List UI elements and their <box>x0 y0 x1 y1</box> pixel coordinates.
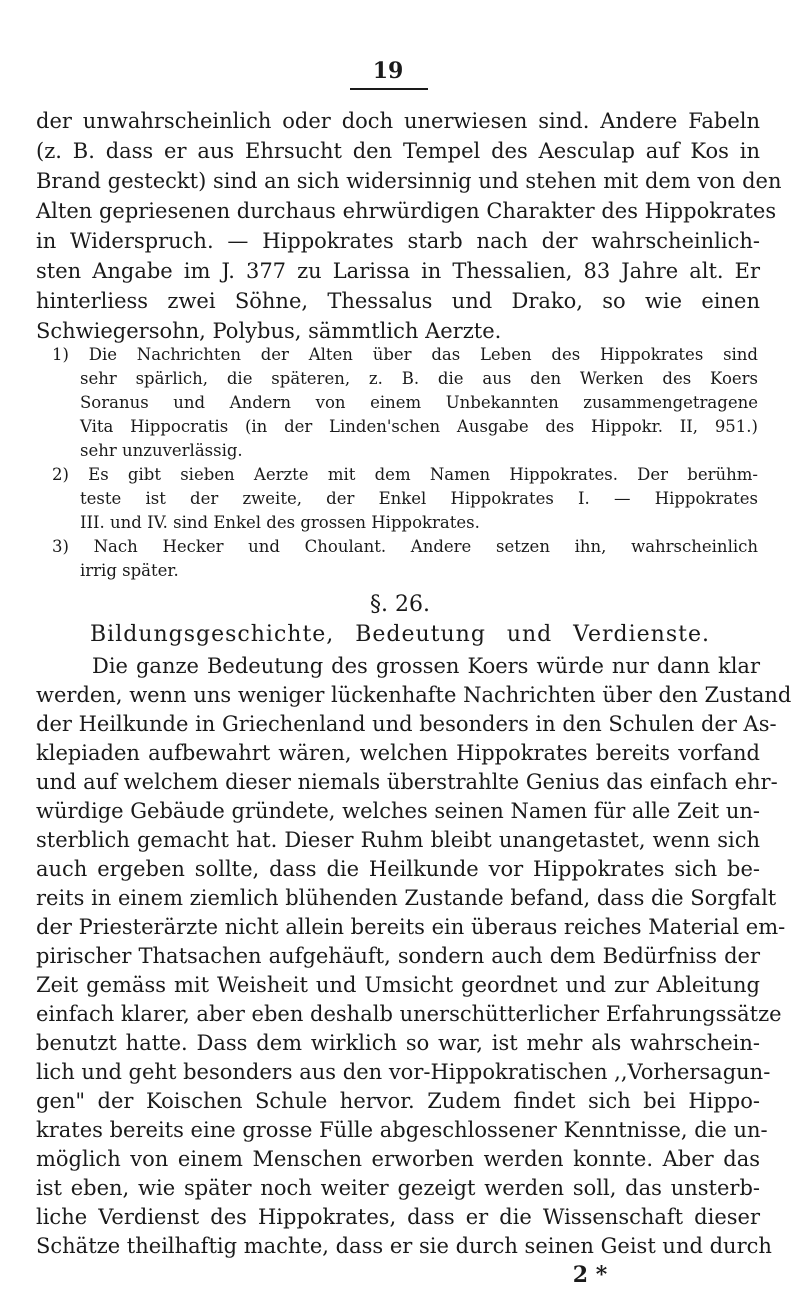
text-line: und auf welchem dieser niemals überstrahlte Genius das einfach ehr- <box>36 770 778 794</box>
text-line: würdige Gebäude gründete, welches seinen Namen für alle Zeit un- <box>36 799 760 823</box>
text-line: Schätze theilhaftig machte, dass er sie durch seinen Geist und durch <box>36 1234 772 1258</box>
text-line: sten Angabe im J. 377 zu Larissa in Thessalien, 83 Jahre alt. Er <box>36 259 760 283</box>
text-line: Zeit gemäss mit Weisheit und Umsicht geordnet und zur Ableitung <box>36 973 760 997</box>
text-line: gen" der Koischen Schule hervor. Zudem findet sich bei Hippo- <box>36 1089 760 1113</box>
text-line: liche Verdienst des Hippokrates, dass er die Wissenschaft dieser <box>36 1205 760 1229</box>
footnote-line: Vita Hippocratis (in der Linden'schen Ausgabe des Hippokr. II, 951.) <box>80 417 758 436</box>
text-line: ist eben, wie später noch weiter gezeigt werden soll, das unsterb- <box>36 1176 760 1200</box>
text-line: lich und geht besonders aus den vor-Hippokratischen ,,Vorhersagun- <box>36 1060 771 1084</box>
footnote-line: teste ist der zweite, der Enkel Hippokrates I. — Hippokrates <box>80 489 758 508</box>
text-line: reits in einem ziemlich blühenden Zustande befand, dass die Sorgfalt <box>36 886 777 910</box>
footnote-line: 3) Nach Hecker und Choulant. Andere setzen ihn, wahrscheinlich <box>52 537 758 556</box>
section-heading: Bildungsgeschichte, Bedeutung und Verdienste. <box>90 622 710 647</box>
text-line: in Widerspruch. — Hippokrates starb nach der wahrscheinlich- <box>36 229 760 253</box>
text-line: werden, wenn uns weniger lückenhafte Nachrichten über den Zustand <box>36 683 792 707</box>
text-line: Alten gepriesenen durchaus ehrwürdigen Charakter des Hippokrates <box>36 199 777 223</box>
text-line: benutzt hatte. Dass dem wirklich so war, ist mehr als wahrschein- <box>36 1031 760 1055</box>
text-line: einfach klarer, aber eben deshalb unerschütterlicher Erfahrungssätze <box>36 1002 782 1026</box>
text-line: hinterliess zwei Söhne, Thessalus und Drako, so wie einen <box>36 289 760 313</box>
text-line: pirischer Thatsachen aufgehäuft, sondern auch dem Bedürfniss der <box>36 944 760 968</box>
text-line: sterblich gemacht hat. Dieser Ruhm bleibt unangetastet, wenn sich <box>36 828 760 852</box>
text-line: Brand gesteckt) sind an sich widersinnig und stehen mit dem von den <box>36 169 782 193</box>
section-number: §. 26. <box>370 592 430 617</box>
footnote-line: 1) Die Nachrichten der Alten über das Leben des Hippokrates sind <box>52 345 758 364</box>
text-line: möglich von einem Menschen erworben werden konnte. Aber das <box>36 1147 760 1171</box>
signature-mark: 2 * <box>572 1262 608 1288</box>
text-line: der Priesterärzte nicht allein bereits ein überaus reiches Material em- <box>36 915 786 939</box>
footnote-line: irrig später. <box>80 561 179 580</box>
text-line: Schwiegersohn, Polybus, sämmtlich Aerzte. <box>36 319 502 343</box>
footnote-line: III. und IV. sind Enkel des grossen Hippokrates. <box>80 513 480 532</box>
footnote-line: Soranus und Andern von einem Unbekannten zusammengetragene <box>80 393 758 412</box>
page-number: 19 <box>372 58 404 84</box>
footnote-line: 2) Es gibt sieben Aerzte mit dem Namen Hippokrates. Der berühm- <box>52 465 758 484</box>
text-line: auch ergeben sollte, dass die Heilkunde vor Hippokrates sich be- <box>36 857 760 881</box>
header-rule <box>350 88 428 90</box>
text-line: krates bereits eine grosse Fülle abgeschlossener Kenntnisse, die un- <box>36 1118 768 1142</box>
text-line: Die ganze Bedeutung des grossen Koers würde nur dann klar <box>92 654 760 678</box>
text-line: (z. B. dass er aus Ehrsucht den Tempel des Aesculap auf Kos in <box>36 139 760 163</box>
text-line: der Heilkunde in Griechenland und besonders in den Schulen der As- <box>36 712 777 736</box>
footnote-line: sehr spärlich, die späteren, z. B. die aus den Werken des Koers <box>80 369 758 388</box>
text-line: der unwahrscheinlich oder doch unerwiesen sind. Andere Fabeln <box>36 109 760 133</box>
text-line: klepiaden aufbewahrt wären, welchen Hippokrates bereits vorfand <box>36 741 760 765</box>
footnote-line: sehr unzuverlässig. <box>80 441 243 460</box>
